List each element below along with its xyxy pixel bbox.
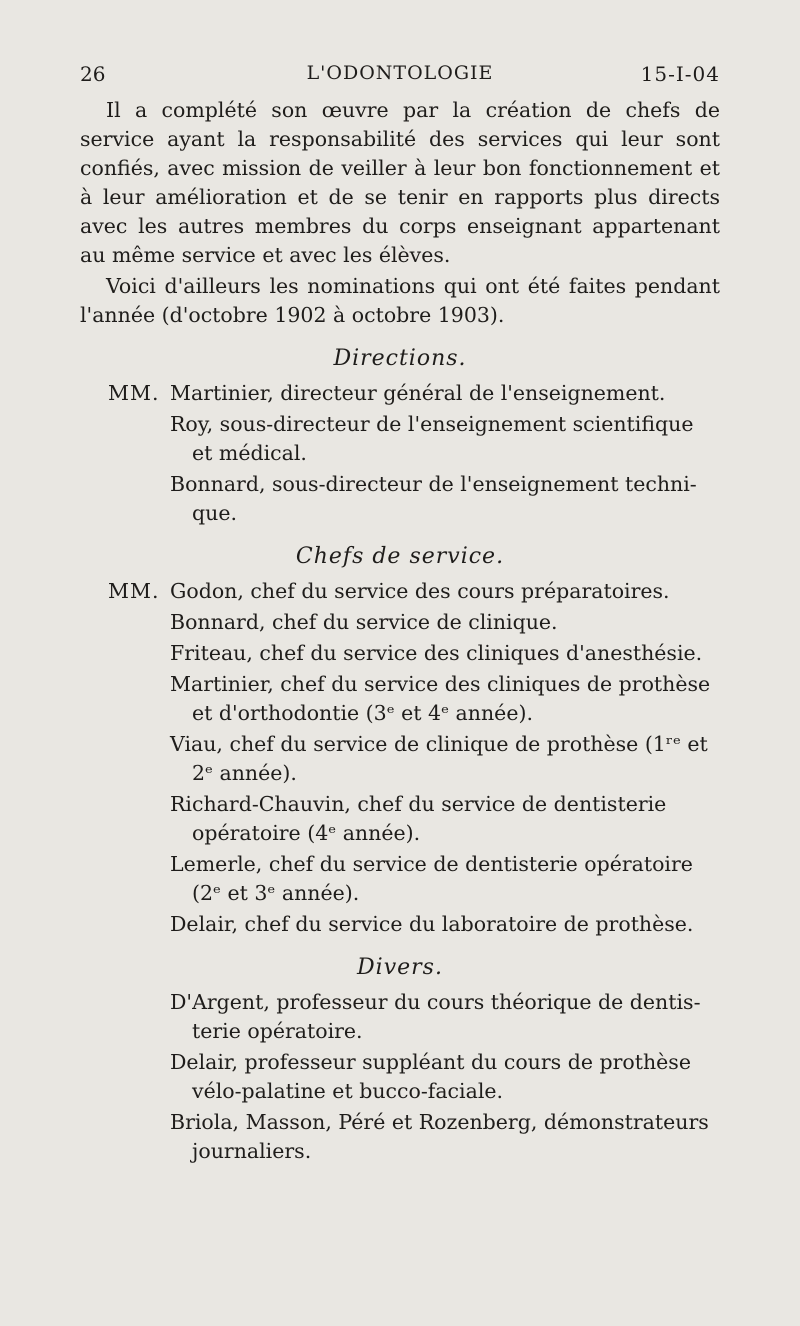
section-heading: Directions. — [333, 346, 467, 371]
entry-prefix: MM. — [108, 579, 160, 603]
entry-text: Godon, chef du service des cours préparatoires. — [170, 579, 670, 603]
entry-text: Martinier, directeur général de l'enseignement. — [170, 381, 666, 405]
entry-text: Briola, Masson, Péré et Rozenberg, démonstrateurs — [170, 1110, 709, 1134]
entry-continuation: 2ᵉ année). — [192, 761, 297, 785]
entry-continuation: vélo-palatine et bucco-faciale. — [192, 1079, 504, 1103]
entry-text: Richard-Chauvin, chef du service de dentisterie — [170, 792, 667, 816]
entry-text: Lemerle, chef du service de dentisterie opératoire — [170, 852, 693, 876]
list-entry — [80, 670, 720, 728]
list-entry — [80, 910, 720, 939]
issue-date: 15-I-04 — [640, 62, 720, 86]
list-entry — [80, 639, 720, 668]
intro-paragraph: Voici d'ailleurs les nominations qui ont été faites pendant l'année (d'octobre 1902 à octobre 1903). — [80, 274, 720, 327]
entry-text: Roy, sous-directeur de l'enseignement scientifique — [170, 412, 694, 436]
list-entry — [80, 1048, 720, 1106]
list-entry — [80, 410, 720, 468]
entry-text: Bonnard, sous-directeur de l'enseignement techni- — [170, 472, 697, 496]
list-entry — [80, 790, 720, 848]
running-header — [80, 62, 720, 92]
entry-text: Viau, chef du service de clinique de prothèse (1ʳᵉ et — [170, 732, 708, 756]
intro-paragraph: Il a complété son œuvre par la création de chefs de service ayant la responsabilité des services qui leur sont confiés, avec mission de veiller à leur bon fonctionnement et à leur amélioration et de se tenir en rapports plus directs avec les autres membres du corps enseignant appartenant au même service et avec les élèves. — [80, 98, 720, 267]
list-entry — [80, 577, 720, 606]
entry-continuation: opératoire (4ᵉ année). — [192, 821, 421, 845]
entry-continuation: que. — [192, 501, 237, 525]
list-entry — [80, 988, 720, 1046]
entry-prefix: MM. — [108, 381, 160, 405]
entry-text: Delair, chef du service du laboratoire de prothèse. — [170, 912, 694, 936]
list-entry — [80, 608, 720, 637]
entry-continuation: et médical. — [192, 441, 307, 465]
entry-continuation: terie opératoire. — [192, 1019, 363, 1043]
entry-text: D'Argent, professeur du cours théorique de dentis- — [170, 990, 701, 1014]
list-entry — [80, 730, 720, 788]
entry-text: Friteau, chef du service des cliniques d'anesthésie. — [170, 641, 703, 665]
page-number: 26 — [80, 62, 106, 86]
entry-continuation: journaliers. — [192, 1139, 312, 1163]
list-entry — [80, 470, 720, 528]
page-body — [80, 96, 720, 1168]
list-entry — [80, 850, 720, 908]
entry-text: Delair, professeur suppléant du cours de prothèse — [170, 1050, 691, 1074]
section-heading: Divers. — [357, 955, 443, 980]
journal-title: L'ODONTOLOGIE — [306, 62, 494, 84]
entry-text: Bonnard, chef du service de clinique. — [170, 610, 558, 634]
list-entry — [80, 1108, 720, 1166]
entry-text: Martinier, chef du service des cliniques de prothèse — [170, 672, 711, 696]
section-heading: Chefs de service. — [295, 544, 505, 569]
entry-continuation: et d'orthodontie (3ᵉ et 4ᵉ année). — [192, 701, 533, 725]
entry-continuation: (2ᵉ et 3ᵉ année). — [192, 881, 360, 905]
list-entry — [80, 379, 720, 408]
